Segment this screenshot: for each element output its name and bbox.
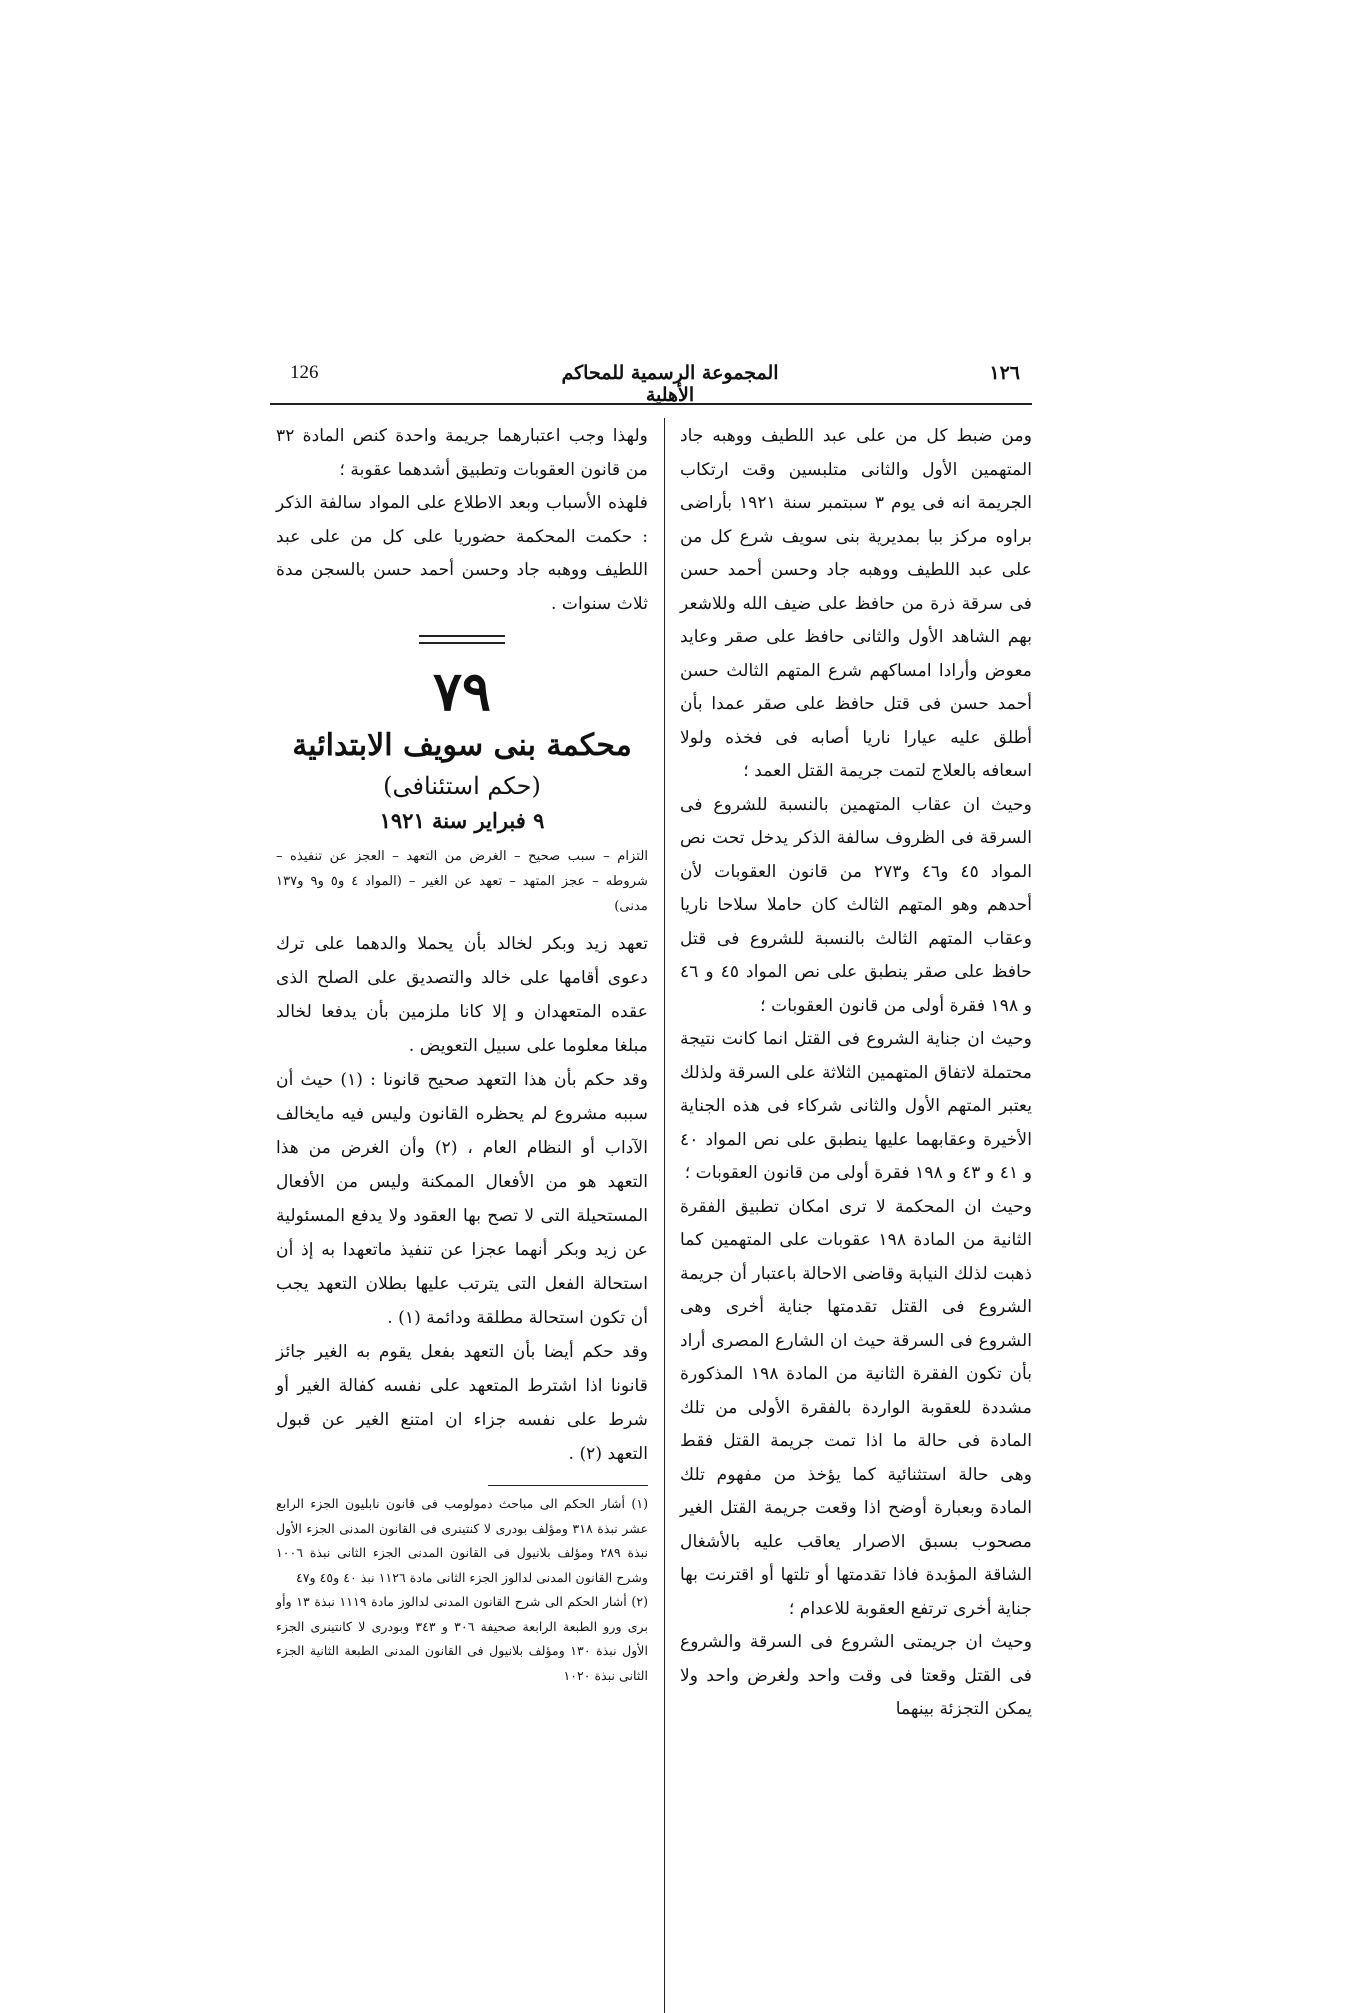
headnote-text: التزام – سبب صحيح – الغرض من التعهد – العجز عن تنفيذه – شروطه – عجز المتهد – تعهد عن الغير – (المواد ٤ و٥ و٩ و١٣٧ مدنى) — [276, 849, 649, 914]
judgment-date: ٩ فبراير سنة ١٩٢١ — [379, 808, 545, 833]
paragraph: وحيث ان جريمتى الشروع فى السرقة والشروع فى القتل وقعتا فى وقت واحد ولغرض واحد ولا يمكن التجزئة بينهما — [680, 1632, 1032, 1719]
paragraph: ومن ضبط كل من على عبد اللطيف ووهبه جاد المتهمين الأول والثانى متلبسين وقت ارتكاب الجريمة انه فى يوم ٣ سبتمبر سنة ١٩٢١ بأراضى براوه مركز ببا بمديرية بنى سويف شرع كل من على عبد اللطيف ووهبه جاد وحسن أحمد حسن فى سرقة ذرة من حافظ على ضيف الله وللاشعر بهم الشاهد الأول والثانى حافظ على صقر وعايد معوض وأرادا امساكهم شرع المتهم الثالث حسن أحمد حسن فى قتل حافظ على صقر عمدا بأن أطلق عليه عيارا ناريا أصابه فى فخذه ولولا اسعافه بالعلاج لتمت جريمة القتل العمد ؛ — [680, 426, 1033, 781]
paragraph: وحيث ان جناية الشروع فى القتل انما كانت نتيجة محتملة لاتفاق المتهمين الثلاثة على السرقة ولذلك يعتبر المتهم الأول والثانى شركاء فى هذه الجناية الأخيرة وعقابهما عليها ينطبق على نص المواد ٤٠ و ٤١ و ٤٣ و ١٩٨ فقرة أولى من قانون العقوبات ؛ — [680, 1029, 1032, 1183]
footnotes — [276, 1492, 648, 1688]
judgment-body — [276, 927, 648, 1471]
header-rule — [270, 403, 1032, 405]
left-column — [276, 420, 648, 1688]
page-number-latin: 126 — [290, 362, 319, 383]
section-separator — [419, 635, 505, 644]
previous-case-tail — [276, 420, 648, 621]
case-number: ٧٩ — [432, 659, 491, 723]
paragraph: وحيث ان عقاب المتهمين بالنسبة للشروع فى السرقة فى الظروف سالفة الذكر يدخل تحت نص المواد ٤٥ و٤٦ و٢٧٣ من قانون العقوبات لأن أحدهم وهو المتهم الثالث كان حاملا سلاحا ناريا وعقاب المتهم الثالث بالنسبة للشروع فى قتل حافظ على صقر ينطبق على نص المواد ٤٥ و ٤٦ و ١٩٨ فقرة أولى من قانون العقوبات ؛ — [680, 794, 1033, 1016]
court-name: محكمة بنى سويف الابتدائية — [292, 728, 632, 763]
headnote — [276, 844, 648, 919]
page-number-arabic: ١٢٦ — [989, 362, 1020, 384]
footnote: (١) أشار الحكم الى مباحث دمولومب فى قانون نابليون الجزء الرابع عشر نبذة ٣١٨ ومؤلف بودرى لا كنتينرى فى القانون المدنى الجزء الأول نبذة ٢٨٩ ومؤلف بلانيول فى القانون المدنى الجزء الثانى نبذة ١٠٠٦ وشرح القانون المدنى لدالوز الجزء الثانى مادة ١١٢٦ نبذ ٤٠ و٤٥ و٤٧ — [276, 1496, 649, 1585]
paragraph: تعهد زيد وبكر لخالد بأن يحملا والدهما على ترك دعوى أقامها على خالد والتصديق على الصلح الذى عقده المتعهدان و إلا كانا ملزمين بأن يدفعا لخالد مبلغا معلوما على سبيل التعويض . — [276, 934, 648, 1056]
footnote: (٢) أشار الحكم الى شرح القانون المدنى لدالوز مادة ١١١٩ نبذة ١٣ وأو برى ورو الطبعة الرابعة صحيفة ٣٠٦ و ٣٤٣ وبودرى لا كانتينرى الجزء الأول نبذة ١٣٠ ومؤلف بلانيول فى القانون المدنى الطبعة الثانية الجزء الثانى نبذة ١٠٢٠ — [276, 1594, 649, 1683]
footnote-rule — [488, 1485, 648, 1486]
paragraph: ولهذا وجب اعتبارهما جريمة واحدة كنص المادة ٣٢ من قانون العقوبات وتطبيق أشدهما عقوبة ؛ — [276, 426, 648, 480]
paragraph: وقد حكم بأن هذا التعهد صحيح قانونا : (١) حيث أن سببه مشروع لم يحظره القانون وليس فيه مايخالف الآداب أو النظام العام ، (٢) وأن الغرض من هذا التعهد هو من الأفعال الممكنة وليس من الأفعال المستحيلة التى لا تصح بها العقود ولا يدفع المسئولية عن زيد وبكر أنهما عجزا عن تنفيذ ماتعهدا به إذ أن استحالة الفعل التى يترتب عليها بطلان التعهد يجب أن تكون استحالة مطلقة ودائمة (١) . — [276, 1070, 648, 1328]
running-title: المجموعة الرسمية للمحاكم الأهلية — [561, 362, 779, 406]
right-column — [680, 420, 1032, 1727]
closing-verdict: فلهذه الأسباب وبعد الاطلاع على المواد سالفة الذكر : حكمت المحكمة حضوريا على كل من على عبد اللطيف ووهبه جاد وحسن أحمد حسن بالسجن مدة ثلاث سنوات . — [276, 493, 648, 614]
judgment-type: (حكم استئنافى) — [383, 772, 541, 800]
paragraph: وحيث ان المحكمة لا ترى امكان تطبيق الفقرة الثانية من المادة ١٩٨ عقوبات على المتهمين كما ذهبت لذلك النيابة وقاضى الاحالة باعتبار أن جريمة الشروع فى القتل تقدمتها جناية أخرى وهى الشروع فى السرقة حيث ان الشارع المصرى أراد بأن تكون الفقرة الثانية من المادة ١٩٨ المذكورة مشددة للعقوبة الواردة بالفقرة الأولى من تلك المادة فى حالة ما اذا تمت جريمة القتل فقط وهى حالة استثنائية كما يؤخذ من مفهوم تلك المادة وبعبارة أوضح اذا وقعت جريمة القتل الغير مصحوب بسبق الاصرار يعاقب عليه بالأشغال الشاقة المؤبدة فاذا تقدمتها أو تلتها أو اقترنت بها جناية أخرى ترتفع العقوبة للاعدام ؛ — [680, 1196, 1033, 1619]
column-divider — [664, 418, 665, 2013]
paragraph: وقد حكم أيضا بأن التعهد بفعل يقوم به الغير جائز قانونا اذا اشترط المتعهد على نفسه كفالة الغير أو شرط على نفسه جزاء ان امتنع الغير عن قبول التعهد (٢) . — [276, 1342, 648, 1464]
page-header — [270, 362, 1030, 406]
